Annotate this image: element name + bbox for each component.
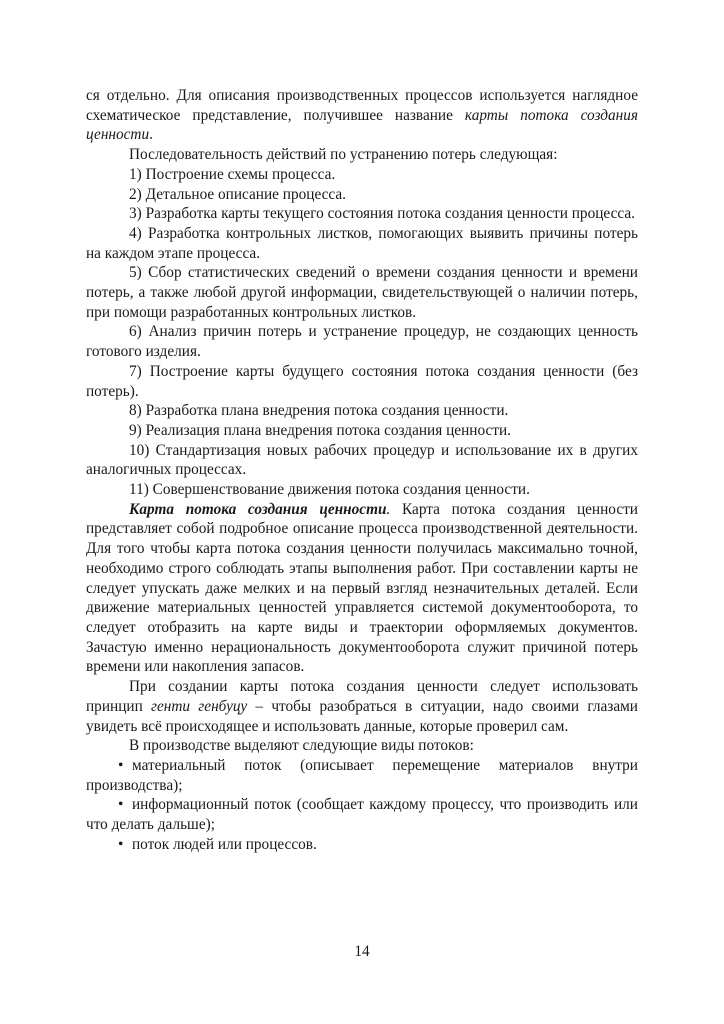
intro-text: ся отдельно. Для описания производственных процессов используется наглядное схематическое представление, получившее название: [86, 87, 638, 124]
bullet-icon: •: [118, 756, 124, 774]
step-item: 5) Сбор статистических сведений о времени создания ценности и времени потерь, а также любой другой информации, свидетельствующей о наличии потерь, при помощи разработанных контрольных листков.: [86, 264, 638, 321]
step-item: 7) Построение карты будущего состояния потока создания ценности (без потерь).: [86, 362, 638, 400]
intro-text-end: .: [149, 126, 153, 144]
vsm-heading: Карта потока создания ценности: [129, 500, 387, 518]
page-number: 14: [354, 943, 370, 960]
list-item: [86, 795, 638, 834]
vsm-heading-dot: .: [386, 500, 391, 518]
genchi-text-end: – чтобы разобраться в ситуации, надо своими глазами увидеть всё происходящее и использовать данные, которые проверил сам.: [86, 697, 638, 735]
step-item: 11) Совершенствование движения потока создания ценности.: [129, 481, 530, 499]
list-item-text: материальный поток (описывает перемещение материалов внутри производства);: [86, 756, 638, 794]
vsm-paragraph: [86, 500, 638, 677]
step-item: 3) Разработка карты текущего состояния потока создания ценности процесса.: [129, 205, 635, 223]
step-item: 2) Детальное описание процесса.: [129, 185, 347, 203]
bullet-icon: •: [118, 835, 124, 853]
step-item: 9) Реализация плана внедрения потока создания ценности.: [129, 421, 511, 439]
step-item: 6) Анализ причин потерь и устранение процедур, не создающих ценность готового изделия.: [86, 323, 638, 361]
list-item-text: информационный поток (сообщает каждому процессу, что производить или что делать дальше);: [86, 796, 638, 834]
italic-term-vsm: карты потока создания ценности: [86, 106, 638, 144]
vsm-text: Карта потока создания ценности представляет собой подробное описание процесса производственной деятельности. Для того чтобы карта потока создания ценности получилась максимально точной, необходимо строго соблюдать этапы выполнения работ. При составлении карты не следует упускать даже мелких и на первый взгляд незначительных деталей. Если движение материальных ценностей управляется системой документооборота, то следует отобразить на карте виды и траектории оформляемых документов. Зачастую именно нерациональность документооборота служит причиной потерь времени или накопления запасов.: [86, 500, 638, 676]
step-item: 1) Построение схемы процесса.: [129, 165, 336, 183]
intro-paragraph: [86, 86, 638, 145]
italic-term-genchi: генти генбуцу: [151, 697, 248, 715]
step-item: 4) Разработка контрольных листков, помогающих выявить причины потерь на каждом этапе процесса.: [86, 224, 638, 262]
flows-heading: В производстве выделяют следующие виды потоков:: [129, 737, 474, 755]
step-item: 10) Стандартизация новых рабочих процедур и использование их в других аналогичных процессах.: [86, 441, 638, 479]
bullet-icon: •: [118, 796, 124, 814]
sequence-heading: Последовательность действий по устранению потерь следующая:: [129, 146, 558, 164]
list-item-text: поток людей или процессов.: [132, 835, 317, 853]
genchi-paragraph: [86, 677, 638, 736]
list-item: [86, 835, 638, 855]
genchi-text: При создании карты потока создания ценности следует использовать принцип: [86, 678, 638, 715]
step-item: 8) Разработка плана внедрения потока создания ценности.: [129, 402, 509, 420]
list-item: [86, 756, 638, 795]
page-body: [86, 86, 638, 854]
